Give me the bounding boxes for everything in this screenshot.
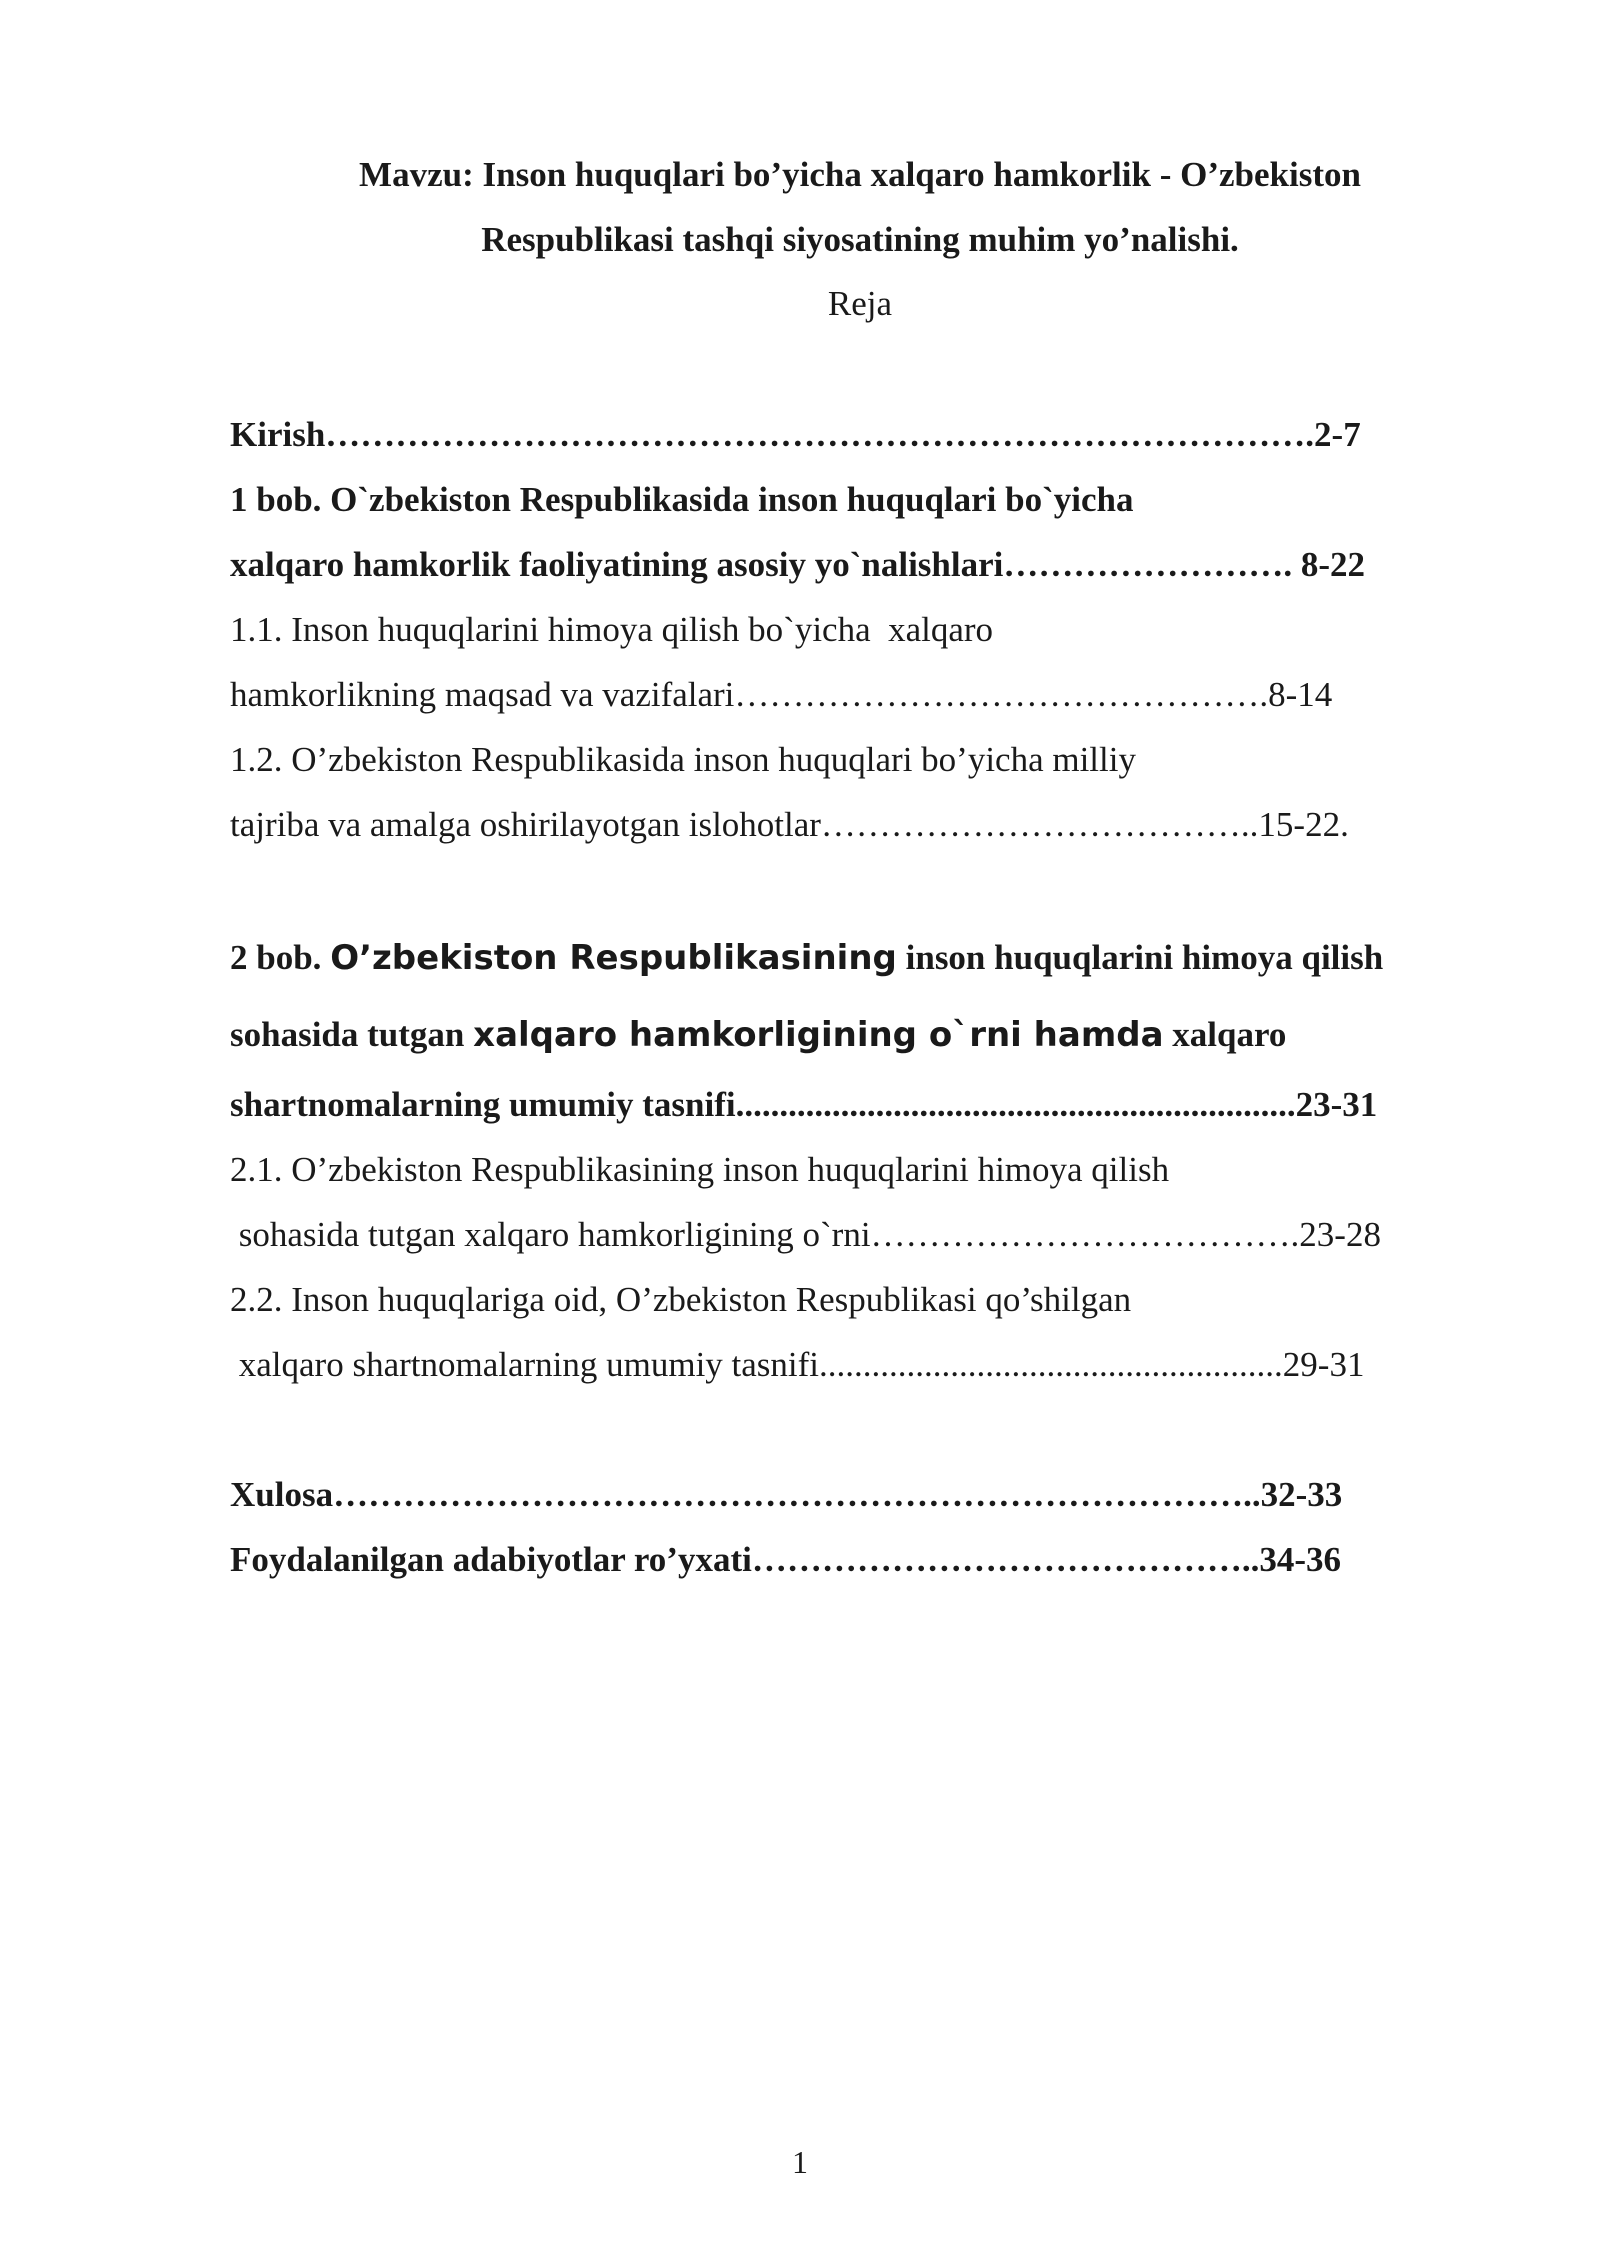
toc-section-1-1-line-2: hamkorlikning maqsad va vazifalari……………………………………….8-14 — [230, 675, 1333, 714]
toc-entry-references: Foydalanilgan adabiyotlar ro’yxati……………………………………..34-36 — [230, 1540, 1341, 1579]
page-number: 1 — [792, 2144, 808, 2180]
toc-section-2-2-line-2: xalqaro shartnomalarning umumiy tasnifi.....................................................29-31 — [230, 1345, 1365, 1384]
toc-chapter-2-line-2 — [230, 1015, 1286, 1055]
toc-section-1-2-line-1: 1.2. O’zbekiston Respublikasida inson huquqlari bo’yicha milliy — [230, 740, 1136, 779]
toc-chapter-1-line-1: 1 bob. O`zbekiston Respublikasida inson huquqlari bo`yicha — [230, 480, 1134, 519]
toc-chapter-2-sans-part-1: O’zbekiston Respublikasining — [330, 938, 897, 978]
toc-entry-kirish: Kirish………………………………………………………………………….2-7 — [230, 415, 1361, 454]
toc-section-2-1-line-1: 2.1. O’zbekiston Respublikasining inson huquqlarini himoya qilish — [230, 1150, 1170, 1189]
plan-heading: Reja — [827, 284, 893, 323]
toc-chapter-2-part-1-end: inson huquqlarini himoya qilish — [896, 938, 1384, 977]
toc-section-1-1-line-1: 1.1. Inson huquqlarini himoya qilish bo`yicha xalqaro — [230, 610, 994, 649]
toc-section-1-2-line-2: tajriba va amalga oshirilayotgan islohotlar………………………………..15-22. — [230, 805, 1349, 844]
toc-section-2-1-line-2: sohasida tutgan xalqaro hamkorligining o`rni……………………………….23-28 — [230, 1215, 1381, 1254]
toc-chapter-2-part-2-end: xalqaro — [1163, 1015, 1287, 1054]
toc-chapter-2-line-3: shartnomalarning umumiy tasnifi................................................................23-31 — [230, 1085, 1378, 1124]
toc-chapter-1-line-2: xalqaro hamkorlik faoliyatining asosiy yo`nalishlari……………………. 8-22 — [230, 545, 1366, 584]
toc-chapter-2-part-2-start: sohasida tutgan — [230, 1015, 474, 1054]
title-line-1: Mavzu: Inson huquqlari bo’yicha xalqaro hamkorlik - O’zbekiston — [359, 155, 1361, 194]
toc-entry-conclusion: Xulosa……………………………………………………………………..32-33 — [230, 1475, 1343, 1514]
toc-chapter-2-line-1 — [230, 938, 1383, 978]
title-line-2: Respublikasi tashqi siyosatining muhim yo’nalishi. — [481, 220, 1239, 259]
toc-chapter-2-prefix: 2 bob. — [230, 938, 331, 977]
toc-section-2-2-line-1: 2.2. Inson huquqlariga oid, O’zbekiston Respublikasi qo’shilgan — [230, 1280, 1132, 1319]
toc-chapter-2-sans-part-2: xalqaro hamkorligining o`rni hamda — [473, 1015, 1164, 1055]
